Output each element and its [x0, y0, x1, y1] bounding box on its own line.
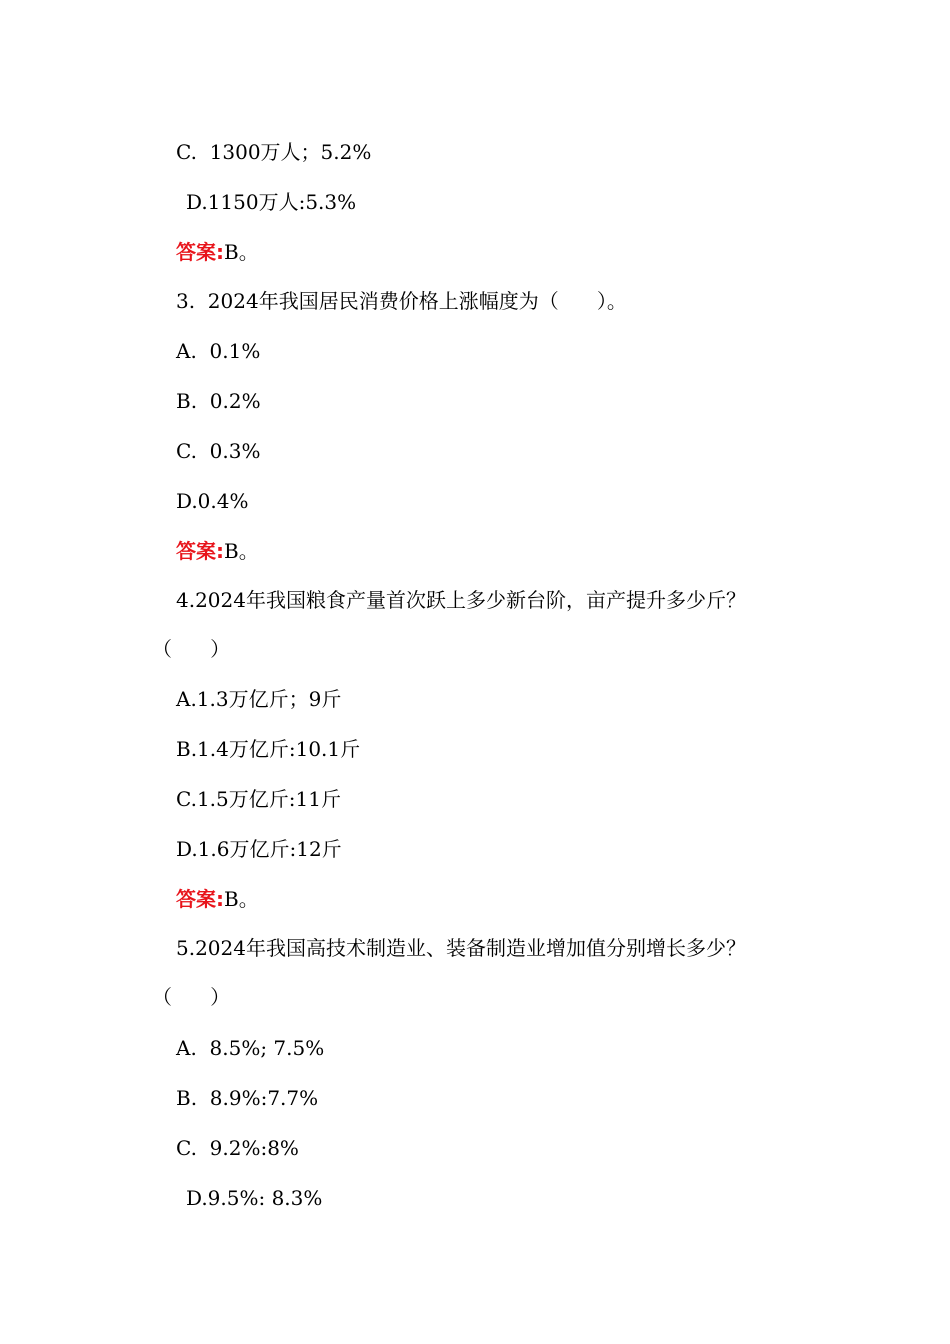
q5-paren: （ ）: [152, 985, 231, 1009]
q4-option-b: B.1.4万亿斤:10.1斤: [176, 737, 361, 761]
q5-option-a: A. 8.5%; 7.5%: [176, 1036, 325, 1060]
q4-stem: 4.2024年我国粮食产量首次跃上多少新台阶，亩产提升多少斤？: [176, 588, 746, 612]
answer-label: 答案:: [176, 240, 224, 264]
q4-answer: [176, 887, 259, 911]
answer-value: B。: [224, 539, 259, 563]
q5-option-c: C. 9.2%:8%: [176, 1136, 299, 1160]
answer-value: B。: [224, 240, 259, 264]
q3-option-b: B. 0.2%: [176, 389, 261, 413]
q4-option-d: D.1.6万亿斤:12斤: [176, 837, 342, 861]
q3-option-a: A. 0.1%: [176, 339, 261, 363]
q3-stem: 3. 2024年我国居民消费价格上涨幅度为（ ）。: [176, 289, 627, 313]
q4-paren: （ ）: [152, 637, 231, 661]
answer-value: B。: [224, 887, 259, 911]
answer-label: 答案:: [176, 539, 224, 563]
q3-option-d: D.0.4%: [176, 489, 249, 513]
answer-label: 答案:: [176, 887, 224, 911]
q2-answer: [176, 240, 259, 264]
q2-option-c: C. 1300万人；5.2%: [176, 140, 372, 164]
q4-option-a: A.1.3万亿斤；9斤: [176, 687, 342, 711]
q3-answer: [176, 539, 259, 563]
q2-option-d: D.1150万人:5.3%: [186, 190, 357, 214]
q5-stem: 5.2024年我国高技术制造业、装备制造业增加值分别增长多少？: [176, 936, 746, 960]
q5-option-d: D.9.5%: 8.3%: [186, 1186, 323, 1210]
q5-option-b: B. 8.9%:7.7%: [176, 1086, 319, 1110]
q3-option-c: C. 0.3%: [176, 439, 261, 463]
q4-option-c: C.1.5万亿斤:11斤: [176, 787, 341, 811]
